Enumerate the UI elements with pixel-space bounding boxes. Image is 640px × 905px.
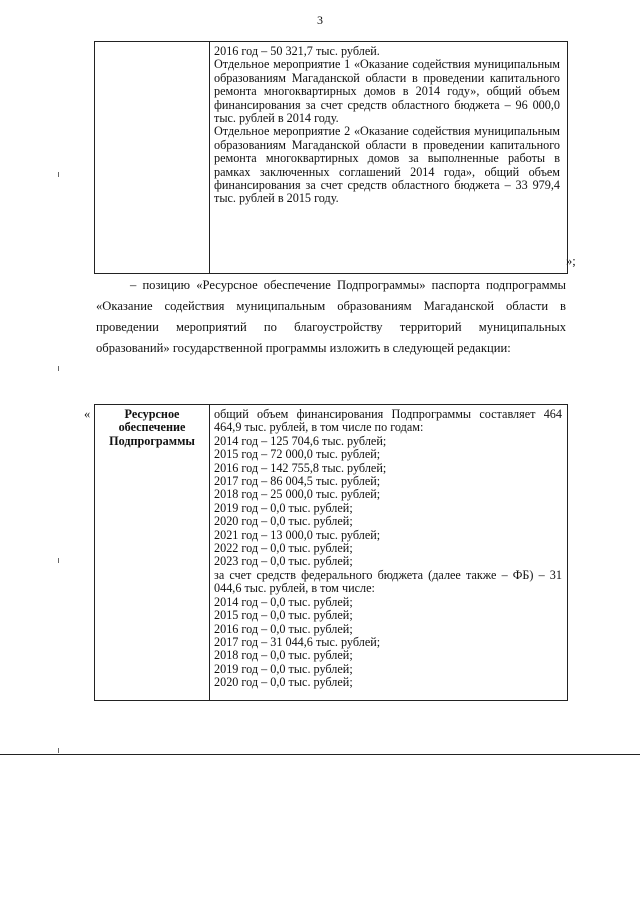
fb-year-row: 2017 год – 31 044,6 тыс. рублей; <box>214 634 381 649</box>
table-continuation-content <box>214 45 560 206</box>
head-line-3: Подпрограммы <box>109 433 195 448</box>
margin-mark <box>58 748 59 753</box>
year-row: 2017 год – 86 004,5 тыс. рублей; <box>214 474 381 489</box>
year-row: 2014 год – 125 704,6 тыс. рублей; <box>214 433 387 448</box>
year-2016-line: 2016 год – 50 321,7 тыс. рублей. <box>214 44 380 58</box>
fb-year-row: 2019 год – 0,0 тыс. рублей; <box>214 661 353 676</box>
year-row: 2023 год – 0,0 тыс. рублей; <box>214 554 353 569</box>
body-paragraph-text: – позицию «Ресурсное обеспечение Подпрограммы» паспорта подпрограммы «Оказание содействия муниципальным образованиям Магаданской области в проведении мероприятий по благоустройству территорий муниципальных образований» государственной программы изложить в следующей редакции: <box>96 278 566 355</box>
page-number: 3 <box>317 13 323 27</box>
head-line-1: Ресурсное <box>124 407 180 421</box>
fb-year-row: 2015 год – 0,0 тыс. рублей; <box>214 608 353 623</box>
head-line-2: обеспечение <box>118 420 186 435</box>
year-row: 2015 год – 72 000,0 тыс. рублей; <box>214 447 381 462</box>
year-row: 2022 год – 0,0 тыс. рублей; <box>214 541 353 556</box>
separate-measure-2: Отдельное мероприятие 2 «Оказание содействия муниципальным образованиям Магаданской области в проведении капитального ремонта многоквартирных домов за выполненные работы в рамках заключенных соглашений 2014 года», общий объем финансирования за счет средств областного бюджета – 33 979,4 тыс. рублей в 2015 году. <box>214 124 560 206</box>
table2-head-cell <box>98 408 206 448</box>
financing-intro: общий объем финансирования Подпрограммы составляет 464 464,9 тыс. рублей, в том числе по годам: <box>214 407 562 435</box>
fb-year-row: 2020 год – 0,0 тыс. рублей; <box>214 675 353 690</box>
fb-year-row: 2018 год – 0,0 тыс. рублей; <box>214 648 353 663</box>
year-row: 2021 год – 13 000,0 тыс. рублей; <box>214 527 381 542</box>
table2-content <box>214 408 562 690</box>
federal-budget-intro: за счет средств федерального бюджета (далее также – ФБ) – 31 044,6 тыс. рублей, в том числе: <box>214 567 562 596</box>
margin-mark <box>58 172 59 177</box>
margin-mark <box>58 558 59 563</box>
year-row: 2018 год – 25 000,0 тыс. рублей; <box>214 487 381 502</box>
table2-open-quote: « <box>84 407 91 421</box>
closing-quote: »; <box>566 254 576 268</box>
body-paragraph <box>96 275 566 359</box>
fb-year-row: 2016 год – 0,0 тыс. рублей; <box>214 621 353 636</box>
year-row: 2019 год – 0,0 тыс. рублей; <box>214 500 353 515</box>
fb-year-row: 2014 год – 0,0 тыс. рублей; <box>214 594 353 609</box>
page-bottom-rule <box>0 754 640 755</box>
year-row: 2016 год – 142 755,8 тыс. рублей; <box>214 460 387 475</box>
separate-measure-1: Отдельное мероприятие 1 «Оказание содействия муниципальным образованиям Магаданской области в проведении капитального ремонта многоквартирных домов в 2014 году», общий объем финансирования за счет средств областного бюджета – 96 000,0 тыс. рублей в 2014 году. <box>214 57 560 126</box>
year-row: 2020 год – 0,0 тыс. рублей; <box>214 514 353 529</box>
margin-mark <box>58 366 59 371</box>
